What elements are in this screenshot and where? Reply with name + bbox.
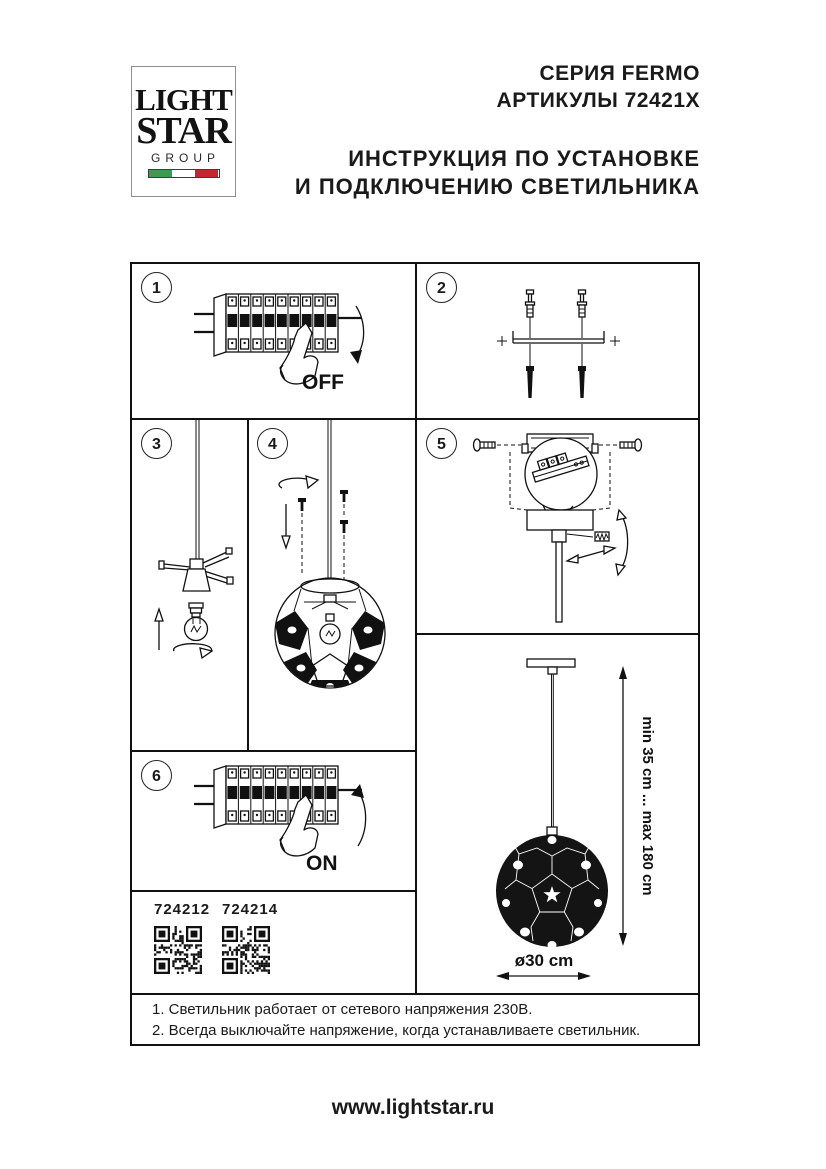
step-2-illustration-bracket xyxy=(415,262,700,418)
arrow-up-icon xyxy=(358,792,366,846)
flag-white xyxy=(172,170,195,177)
product-codes xyxy=(154,901,279,979)
instruction-title-line2: И ПОДКЛЮЧЕНИЮ СВЕТИЛЬНИКА xyxy=(294,174,700,199)
suspension-cord xyxy=(552,674,554,827)
light-bulb xyxy=(185,603,208,641)
note-line: 1. Светильник работает от сетевого напряжения 230В. xyxy=(152,1001,533,1018)
step-6-illustration-breaker-on xyxy=(130,750,415,890)
rotate-icon xyxy=(620,514,628,570)
wiring-detail-callout xyxy=(525,438,597,517)
articles-title: АРТИКУЛЫ 72421X xyxy=(496,89,700,112)
suspension-rod xyxy=(556,542,562,622)
step-4-illustration-shade-install xyxy=(246,418,415,750)
qr-code xyxy=(222,926,270,974)
italian-flag-bar xyxy=(148,169,220,178)
flag-green xyxy=(149,170,172,177)
series-title: СЕРИЯ FERMO xyxy=(539,62,700,85)
ball-shade xyxy=(496,835,608,949)
product-column xyxy=(154,901,211,979)
arrow-down-icon xyxy=(356,306,364,356)
ceiling-canopy xyxy=(527,510,593,530)
step-5-illustration-canopy xyxy=(415,418,700,633)
panel-divider xyxy=(132,890,417,892)
flag-red xyxy=(195,170,218,177)
step-6-number: 6 xyxy=(141,760,172,791)
website-url: www.lightstar.ru xyxy=(331,1096,495,1119)
anchor-screw xyxy=(526,290,535,338)
logo-star: STAR xyxy=(136,109,231,152)
safety-notes xyxy=(152,999,692,1041)
product-column xyxy=(222,901,279,979)
pendant-dimension-drawing xyxy=(415,633,700,993)
off-label: OFF xyxy=(302,371,344,394)
small-screw xyxy=(298,490,348,584)
step-3-number: 3 xyxy=(141,428,172,459)
qr-code xyxy=(154,926,202,974)
height-range-label: min 35 cm ... max 180 cm xyxy=(639,716,656,896)
on-label: ON xyxy=(306,852,338,875)
arrow-both-icon xyxy=(575,550,607,559)
product-code: 724212 xyxy=(154,901,211,918)
instruction-title-line1: ИНСТРУКЦИЯ ПО УСТАНОВКЕ xyxy=(348,146,700,171)
header-titles xyxy=(295,60,700,201)
long-screw xyxy=(526,344,586,398)
logo-light: LIGHT xyxy=(135,81,232,117)
product-code: 724214 xyxy=(222,901,279,918)
spring-icon xyxy=(567,532,609,541)
lightstar-logo xyxy=(131,66,236,197)
step-1-number: 1 xyxy=(141,272,172,303)
step-3-illustration-bulb-install xyxy=(130,418,246,750)
height-dimension xyxy=(619,666,656,946)
ceiling-plate xyxy=(527,659,575,667)
diameter-dimension xyxy=(496,951,591,980)
step-4-number: 4 xyxy=(257,428,288,459)
note-line: 2. Всегда выключайте напряжение, когда устанавливаете светильник. xyxy=(152,1022,641,1039)
logo-group: GROUP xyxy=(150,150,220,165)
ball-shade-open xyxy=(275,578,385,697)
panel-divider xyxy=(132,993,698,995)
step-2-number: 2 xyxy=(426,272,457,303)
step-1-illustration-breaker-off xyxy=(130,262,415,418)
diameter-label: ø30 cm xyxy=(514,951,574,970)
anchor-screw xyxy=(578,290,587,338)
step-5-number: 5 xyxy=(426,428,457,459)
